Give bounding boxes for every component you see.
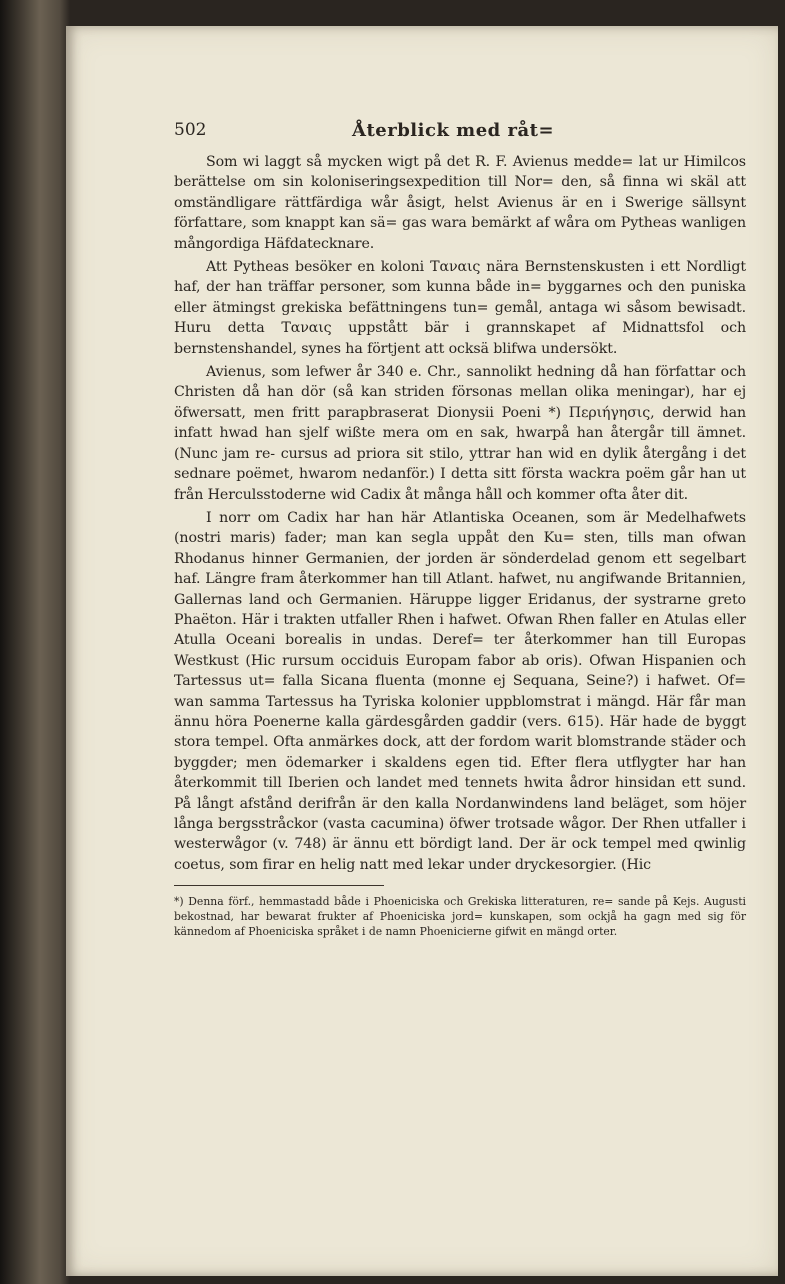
page-number: 502 [174, 120, 207, 140]
running-title: Återblick med råt= [352, 120, 555, 141]
footnote-divider [174, 885, 384, 886]
page-content [174, 120, 746, 939]
footnote: *) Denna förf., hemmastadd både i Phoeniciska och Grekiska litteraturen, re= sande på Kejs. Augusti bekostnad, har bewarat frukter af Phoeniciska jord= kunskapen, som ockjå ha gagn med sig för kännedom af Phoeniciska språket i de namn Phoenicierne gifwit en mängd orter. [174, 895, 746, 939]
paragraph-3: Avienus, som lefwer år 340 e. Chr., sannolikt hedning då han författar och Christen då han dör (så kan striden försonas mellan olika meningar), har ej öfwersatt, men fritt parapbraserat Dionysii Poeni *) Περιήγησις, derwid han infatt hwad han sjelf wißte mera om en sak, hwarpå han återgår till ämnet. (Nunc jam re- cursus ad priora sit stilo, yttrar han wid en dylik återgång i det sednare poëmet, hwarom nedanför.) I detta sitt första wackra poëm går han ut från Herculsstoderne wid Cadix åt många håll och kommer ofta åter dit. [174, 364, 746, 503]
paragraph-1: Som wi laggt så mycken wigt på det R. F. Avienus medde= lat ur Himilcos berättelse om sin koloniseringsexpedition till Nor= den, så finna wi skäl att omständligare rättfärdiga wår åsigt, helst Avienus är en i Swerige sällsynt författare, som knappt kan sä= gas wara bemärkt af wåra om Pytheas wanligen mångordiga Häfdatecknare. [174, 154, 746, 252]
book-page [66, 26, 778, 1276]
paragraph-2: Att Pytheas besöker en koloni Ταναις nära Bernstenskusten i ett Nordligt haf, der han träffar personer, som kunna både in= byggarnes och den puniska eller ätmingst grekiska befättningens tun= gemål, antaga wi såsom bewisadt. Huru detta Ταναις uppstått bär i grannskapet af Midnattsfol och bernstenshandel, synes ha förtjent att ocksä blifwa undersökt. [174, 259, 746, 357]
page-header [174, 120, 746, 152]
paragraph-4: I norr om Cadix har han här Atlantiska Oceanen, som är Medelhafwets (nostri maris) fader; man kan segla uppåt den Ku= sten, tills man ofwan Rhodanus hinner Germanien, der jorden är sönderdelad genom ett segelbart haf. Längre fram återkommer han till Atlant. hafwet, nu angifwande Britannien, Gallernas land och Germanien. Häruppe ligger Eridanus, der systrarne greto Phaëton. Här i trakten utfaller Rhen i hafwet. Ofwan Rhen faller en Atulas eller Atulla Oceani borealis in undas. Deref= ter återkommer han till Europas Westkust (Hic rursum occiduis Europam fabor ab oris). Ofwan Hispanien och Tartessus ut= falla Sicana fluenta (monne ej Sequana, Seine?) i hafwet. Of= wan samma Tartessus ha Tyriska kolonier uppblomstrat i mängd. Här får man ännu höra Poenerne kalla gärdesgården gaddir (vers. 615). Här hade de byggt stora tempel. Ofta anmärkes dock, att der fordom warit blomstrande städer och byggder; men ödemarker i skaldens egen tid. Efter flera utflygter har han återkommit till Iberien och landet med tennets hwita ådror hinsidan ett sund. På långt afstånd derifrån är den kalla Nordanwindens land beläget, som höjer långa bergsstråckor (vasta cacumina) öfwer trotsade wågor. Der Rhen utfaller i westerwågor (v. 748) är ännu ett bördigt land. Der är ock tempel med qwinlig coetus, som firar en helig natt med lekar under dryckesorgier. (Hic [174, 509, 746, 873]
